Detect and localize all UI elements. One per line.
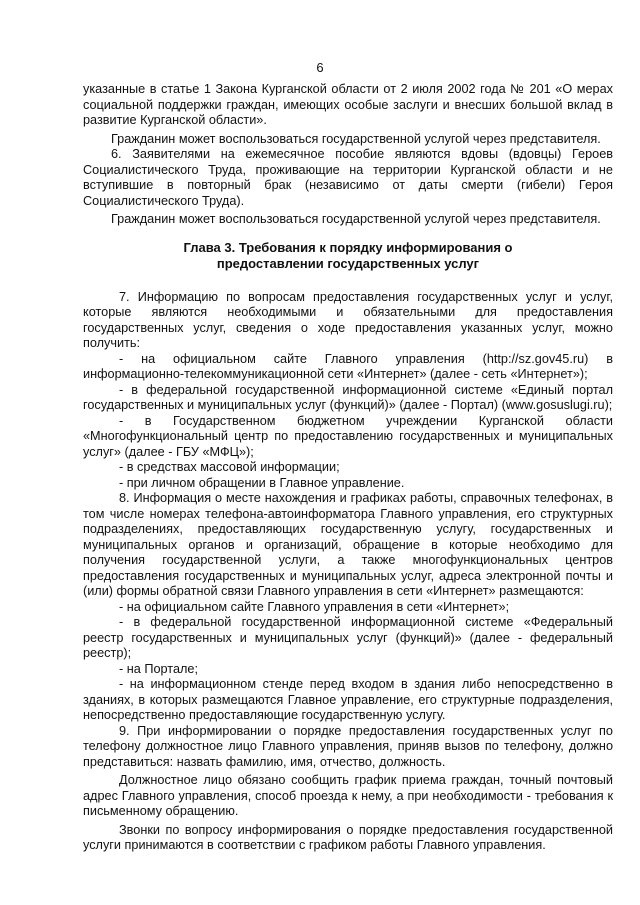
list-item: - в федеральной государственной информационной системе «Федеральный реестр государственных и муниципальных услуг (функций)» (далее - федеральный реестр); [83,615,613,660]
list-item: - на информационном стенде перед входом в здания либо непосредственно в зданиях, в которых размещаются Главное управление, его структурные подразделения, непосредственно предоставляющие государственную услугу. [83,677,613,722]
section-9-paragraph: Звонки по вопросу информирования о порядке предоставления государственной услуги принимаются в соответствии с графиком работы Главного управления. [83,822,613,852]
list-item: - на Портале; [119,661,198,676]
paragraph: указанные в статье 1 Закона Курганской области от 2 июля 2002 года № 201 «О мерах социальной поддержки граждан, имеющих особые заслуги и внесших большой вклад в развитие Курганской области». [83,82,613,127]
chapter-heading-line: предоставлении государственных услуг [216,255,480,271]
page-number: 6 [316,60,324,75]
paragraph: Гражданин может воспользоваться государственной услугой через представителя. [111,212,601,226]
list-item: - на официальном сайте Главного управления (http://sz.gov45.ru) в информационно-телекоммуникационной сети «Интернет» (далее - сеть «Интернет»); [83,351,613,381]
list-item: - в средствах массовой информации; [119,460,340,474]
section-9-paragraph: 9. При информировании о порядке предоставления государственных услуг по телефону должностное лицо Главного управления, приняв вызов по телефону, должно представиться: назвать фамилию, имя, отчество, должность. [83,723,613,769]
section-9-paragraph: Должностное лицо обязано сообщить график приема граждан, точный почтовый адрес Главного управления, способ проезда к нему, а при необходимости - требования к письменному обращению. [83,773,613,818]
chapter-heading [83,240,613,272]
paragraph: Гражданин может воспользоваться государственной услугой через представителя. [111,131,601,146]
list-item: - в Государственном бюджетном учреждении Курганской области «Многофункциональный центр по предоставлению государственных и муниципальных услуг» (далее - ГБУ «МФЦ»); [83,413,613,459]
list-item: - в федеральной государственной информационной системе «Единый портал государственных и муниципальных услуг (функций)» (далее - Портал) (www.gosuslugi.ru); [83,382,613,412]
list-item: - на официальном сайте Главного управления в сети «Интернет»; [119,599,510,614]
chapter-heading-line: Глава 3. Требования к порядку информирования о [183,239,513,255]
document-body [83,82,613,854]
paragraph: 6. Заявителями на ежемесячное пособие являются вдовы (вдовцы) Героев Социалистического Труда, проживающие на территории Курганской области и не вступившие в повторный брак (независимо от даты смерти (гибели) Героя Социалистического Труда). [83,147,613,208]
section-7-intro: 7. Информацию по вопросам предоставления государственных услуг и услуг, которые являются необходимыми и обязательными для предоставления государственных услуг, сведения о ходе предоставления указанных услуг, можно получить: [83,289,613,350]
list-item: - при личном обращении в Главное управление. [119,475,405,490]
section-8-intro: 8. Информация о месте нахождения и графиках работы, справочных телефонах, в том числе номерах телефона-автоинформатора Главного управления, его структурных подразделениях, предоставляющих государственную услугу, государственных и муниципальных органов и организаций, обращение в которые необходимо для получения государственной услуги, а также многофункциональных центров предоставления государственных и муниципальных услуг, адреса электронной почты и (или) формы обратной связи Главного управления в сети «Интернет» размещаются: [83,491,613,598]
